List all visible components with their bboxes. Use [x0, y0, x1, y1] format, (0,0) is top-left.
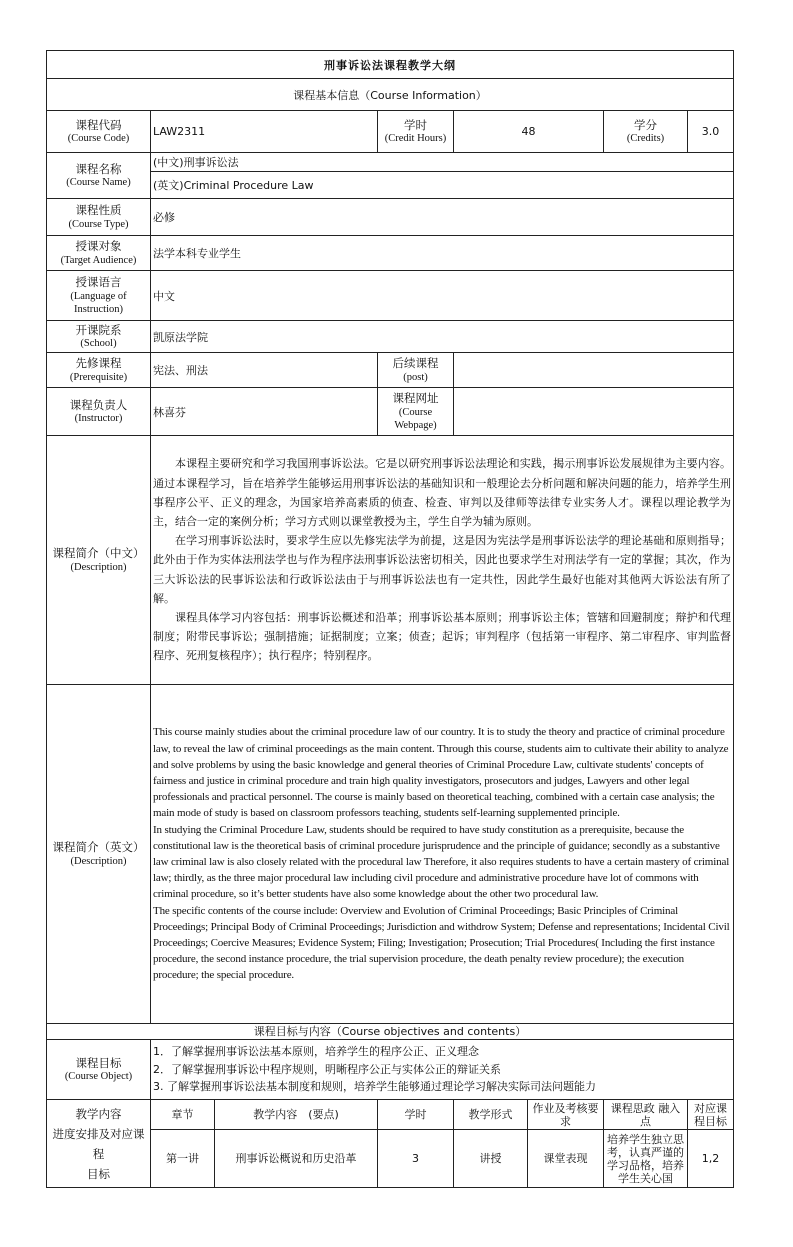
label-schedule: 教学内容 进度安排及对应课程 目标 [47, 1100, 151, 1188]
value-language: 中文 [151, 271, 734, 321]
label-language: 授课语言 (Language of Instruction) [47, 271, 151, 321]
description-en-paragraph: This course mainly studies about the criminal procedure law of our country. It is to study the theory and practice of criminal procedure law, to reveal the law of criminal proceedings as the main content. Through this course, students aim to cultivate their ability to analyze and solve problems by using the basic knowledge and general theories of Criminal Procedure Law, cultivate students' concepts of fairness and justice in criminal procedure and train high quality investigators, prosecutors and judges, Lawyers and other legal professionals and practical personnel. The course is mainly based on theoretical teaching, combined with a certain case analysis; the main mode of study is based on classroom professors teaching, students self-learning supplemented principle. [153, 726, 729, 820]
description-zh-paragraph: 课程具体学习内容包括：刑事诉讼概述和沿革；刑事诉讼基本原则；刑事诉讼主体；管辖和回避制度；辩护和代理制度；附带民事诉讼；强制措施；证据制度；立案；侦查；起诉；审判程序（包括第一审程序、第二审程序、审判监督程序、死刑复核程序）；执行程序；特别程序。 [153, 611, 731, 663]
label-course-code: 课程代码 (Course Code) [47, 111, 151, 153]
schedule-cell-chapter: 第一讲 [151, 1130, 215, 1188]
label-course-name: 课程名称 (Course Name) [47, 153, 151, 199]
value-course-code: LAW2311 [151, 111, 378, 153]
schedule-cell-ideology: 培养学生独立思考，认真严谨的学习品格，培养学生关心国 [604, 1130, 688, 1188]
value-target-audience: 法学本科专业学生 [151, 236, 734, 271]
schedule-header-assessment: 作业及考核要求 [528, 1100, 604, 1130]
value-instructor: 林喜芬 [151, 388, 378, 436]
value-prerequisite: 宪法、刑法 [151, 353, 378, 388]
label-course-objectives: 课程目标 (Course Object) [47, 1040, 151, 1100]
page-title: 刑事诉讼法课程教学大纲 [47, 51, 734, 79]
label-description-en: 课程简介（英文） (Description) [47, 685, 151, 1024]
label-course-type: 课程性质 (Course Type) [47, 199, 151, 236]
value-course-name-zh: (中文)刑事诉讼法 [151, 153, 734, 172]
section-title-objectives: 课程目标与内容（Course objectives and contents） [47, 1024, 734, 1040]
description-zh-paragraph: 在学习刑事诉讼法时，要求学生应以先修宪法学为前提，这是因为宪法学是刑事诉讼法学的理论基础和原则指导；此外由于作为实体法刑法学也与作为程序法刑事诉讼法密切相关，因此也要求学生对刑法学有一定的掌握；其次，作为三大诉讼法的民事诉讼法和行政诉讼法由于与刑事诉讼法也有一定共性，因此学生最好也能对其他两大诉讼法有所了解。 [153, 534, 731, 605]
schedule-header-ideology: 课程思政 融入点 [604, 1100, 688, 1130]
label-credit-hours: 学时 (Credit Hours) [378, 111, 454, 153]
label-course-webpage: 课程网址 (Course Webpage) [378, 388, 454, 436]
label-instructor: 课程负责人 (Instructor) [47, 388, 151, 436]
value-post-course [454, 353, 734, 388]
schedule-cell-format: 讲授 [454, 1130, 528, 1188]
description-en [151, 685, 734, 1024]
value-credits: 3.0 [688, 111, 734, 153]
objective-item: 1．了解掌握刑事诉讼法基本原则，培养学生的程序公正、正义理念 [153, 1045, 479, 1059]
description-zh-paragraph: 本课程主要研究和学习我国刑事诉讼法。它是以研究刑事诉讼法理论和实践，揭示刑事诉讼发展规律为主要内容。通过本课程学习，旨在培养学生能够运用刑事诉讼法的基础知识和一般理论去分析问题和解决问题的能力，培养学生刑事程序公平、正义的理念，为国家培养高素质的侦查、检查、审判以及律师等法律专业实务人才。课程以理论教学为主，结合一定的案例分析；学习方式则以课堂教授为主，学生自学为辅为原则。 [153, 457, 731, 528]
label-prerequisite: 先修课程 (Prerequisite) [47, 353, 151, 388]
schedule-cell-objective: 1,2 [688, 1130, 734, 1188]
schedule-cell-content: 刑事诉讼概说和历史沿革 [215, 1130, 378, 1188]
description-en-paragraph: In studying the Criminal Procedure Law, students should be required to have study constitution as a prerequisite, because the constitutional law is the theoretical basis of criminal procedure jurisprudence and the principle of guidance; secondly as a substantive law criminal law is also closely related with the procedural law Therefore, it also requires students to have a certain mastery of criminal law; thirdly, as the three major procedural law including civil procedure and administrative procedure have lot of commons with criminal procedure, so it’s better students have also some knowledge about the other two procedural law. [153, 823, 730, 901]
description-en-paragraph: The specific contents of the course include: Overview and Evolution of Criminal Proceedings; Basic Principles of Criminal Proceedings; Principal Body of Criminal Proceedings; Jurisdiction and withdrow System; Defense and representations; Incidental Civil Proceedings; Coercive Measures; Evidence System; Filing; Investigation; Prosecution; Trial Procedures( Including the first instance procedure, the second instance procedure, the trial supervision procedure, the death penalty review procedure); the execution procedure; the special procedure. [153, 904, 730, 982]
schedule-cell-assessment: 课堂表现 [528, 1130, 604, 1188]
value-course-type: 必修 [151, 199, 734, 236]
label-school: 开课院系 (School) [47, 321, 151, 353]
label-post-course: 后续课程 (post) [378, 353, 454, 388]
syllabus-sheet [46, 50, 733, 1188]
schedule-header-hours: 学时 [378, 1100, 454, 1130]
schedule-header-format: 教学形式 [454, 1100, 528, 1130]
value-school: 凯原法学院 [151, 321, 734, 353]
label-target-audience: 授课对象 (Target Audience) [47, 236, 151, 271]
label-description-zh: 课程简介（中文） (Description) [47, 436, 151, 685]
value-course-webpage [454, 388, 734, 436]
value-course-name-en: (英文)Criminal Procedure Law [151, 172, 734, 199]
schedule-header-objective: 对应课程目标 [688, 1100, 734, 1130]
description-zh [151, 436, 734, 685]
schedule-cell-hours: 3 [378, 1130, 454, 1188]
syllabus-table [46, 50, 734, 1188]
course-objectives-list [151, 1040, 734, 1100]
objective-item: 2．了解掌握刑事诉讼中程序规则，明晰程序公正与实体公正的辩证关系 [153, 1062, 501, 1076]
schedule-header-content: 教学内容 (要点) [215, 1100, 378, 1130]
objective-item: 3. 了解掌握刑事诉讼法基本制度和规则，培养学生能够通过理论学习解决实际司法问题能力 [153, 1080, 596, 1094]
schedule-header-chapter: 章节 [151, 1100, 215, 1130]
value-credit-hours: 48 [454, 111, 604, 153]
section-title-course-info: 课程基本信息（Course Information） [47, 79, 734, 111]
label-credits: 学分 (Credits) [604, 111, 688, 153]
